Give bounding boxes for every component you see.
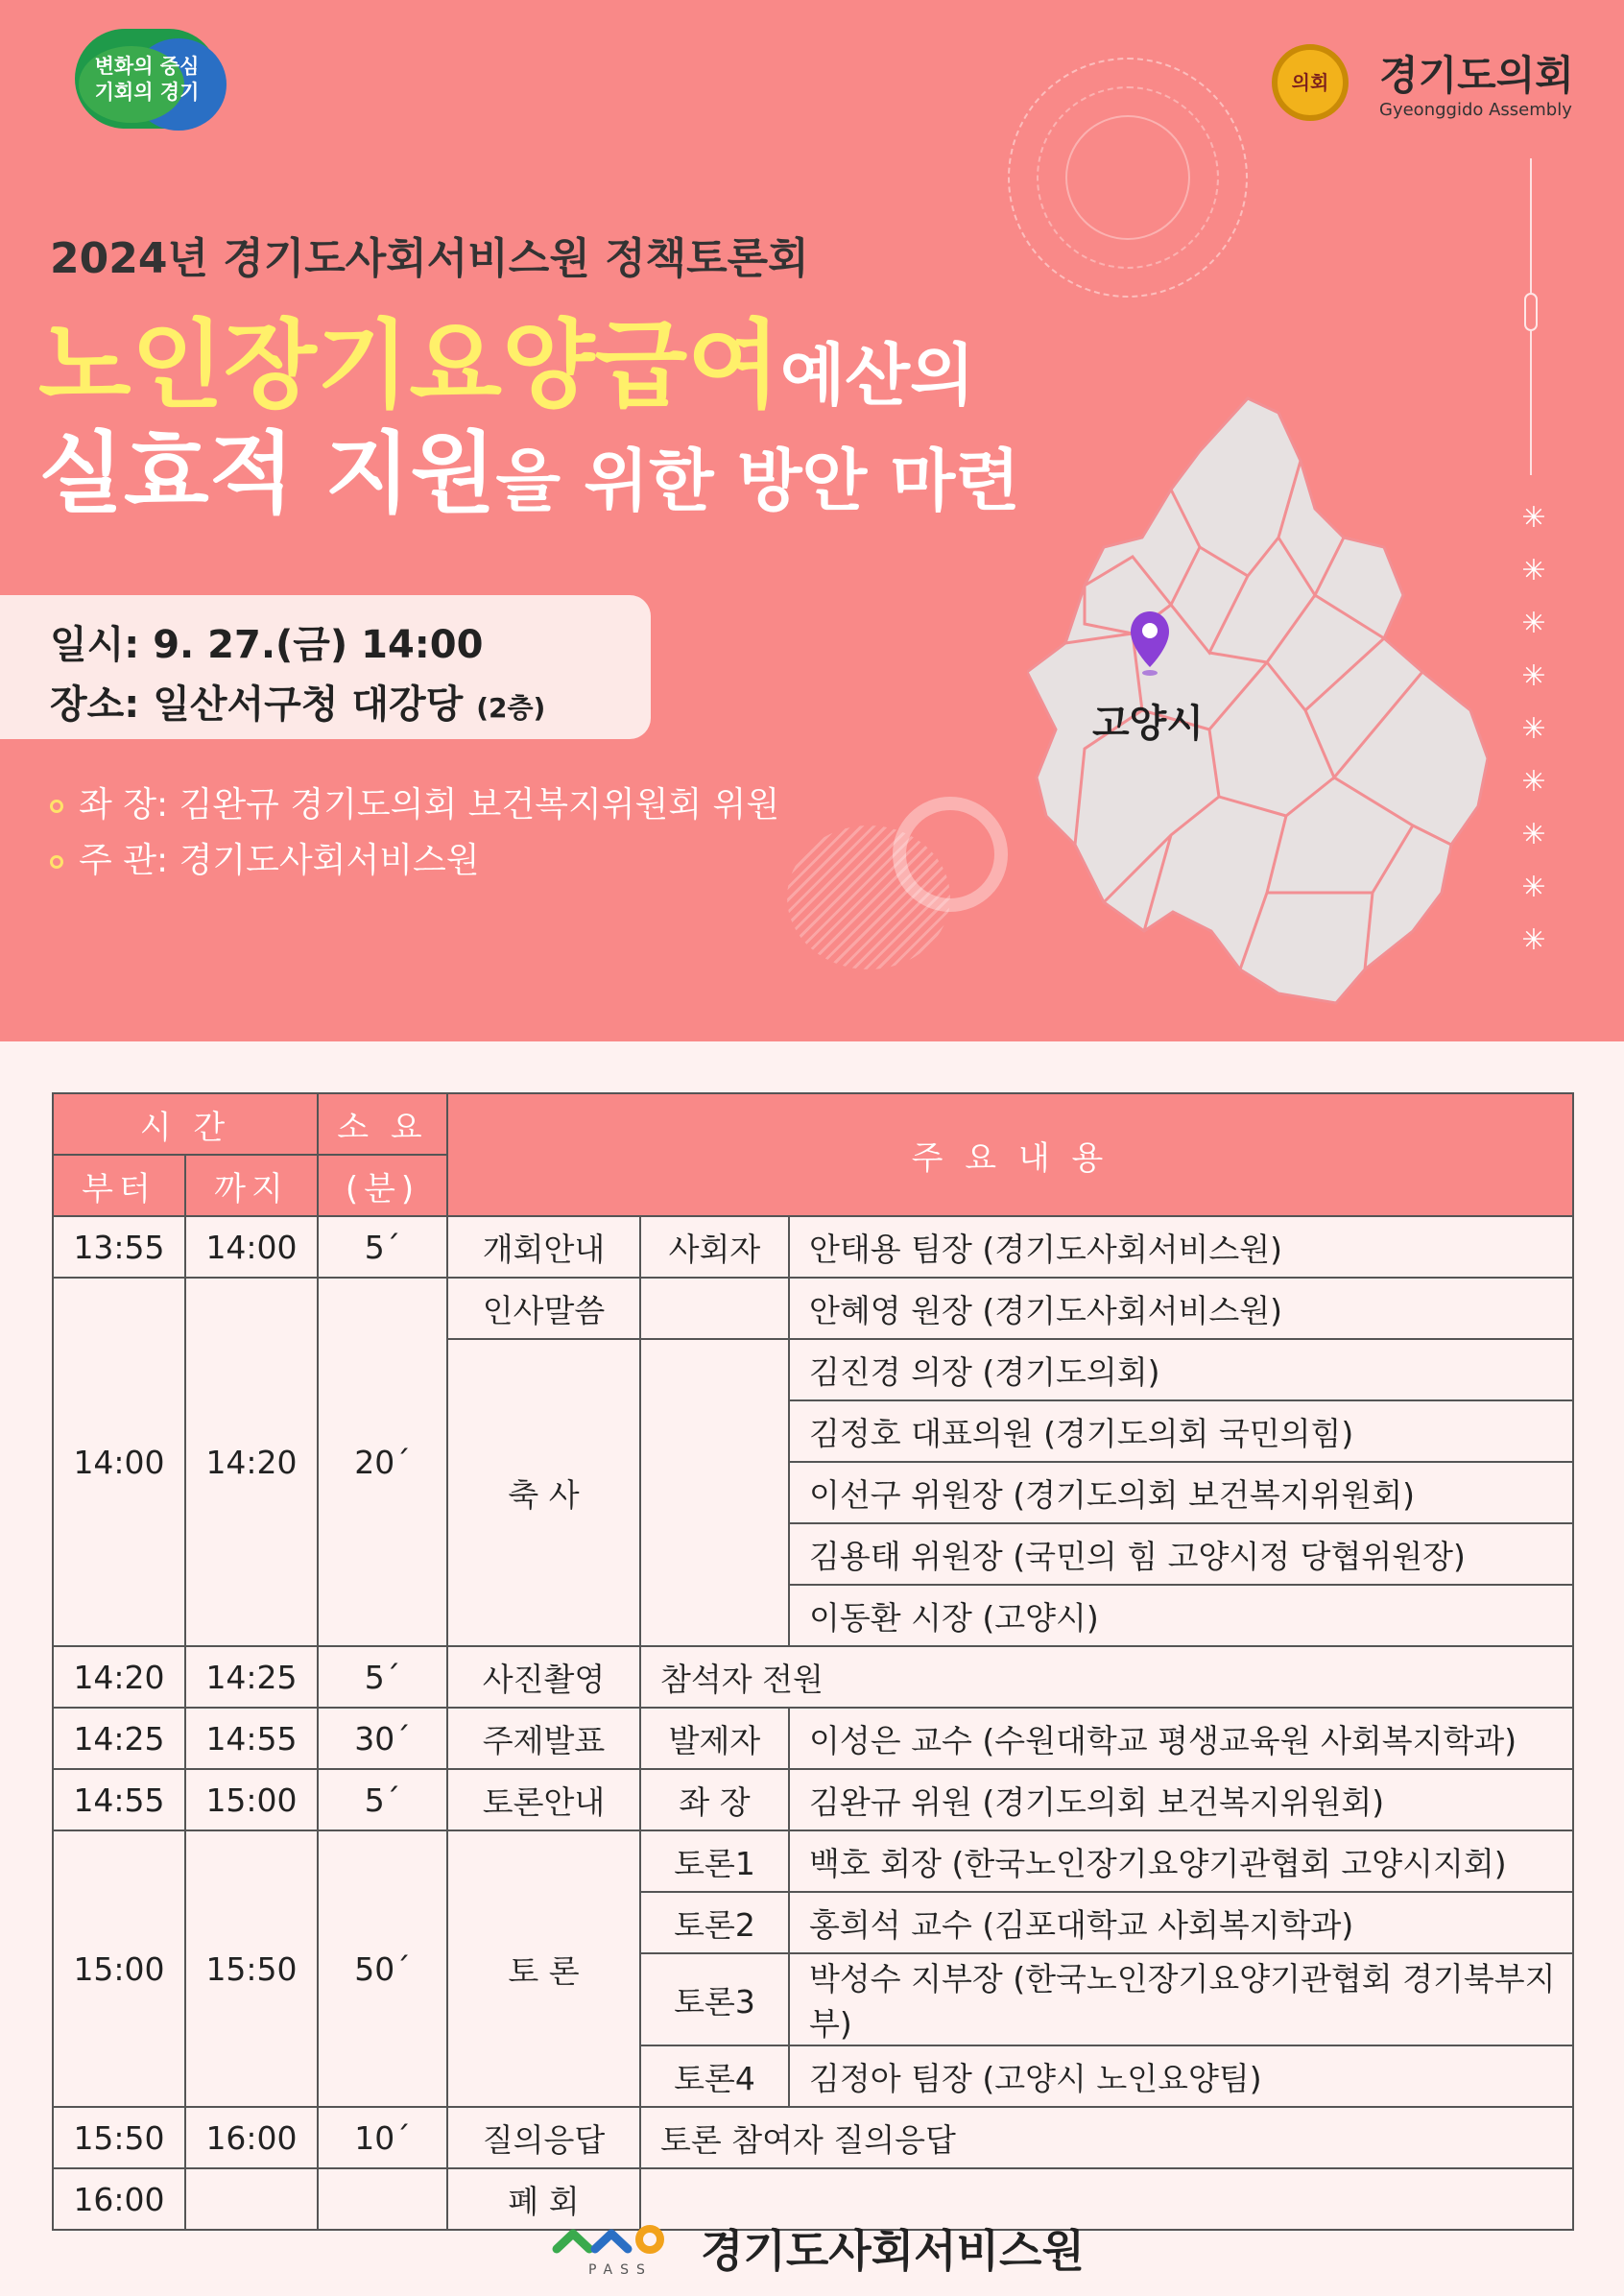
schedule-table xyxy=(52,1092,1574,2231)
seal-text: 의회 xyxy=(1291,71,1329,94)
header-from: 부터 xyxy=(53,1155,185,1216)
duration: 50´ xyxy=(318,1830,447,2107)
time-to: 16:00 xyxy=(185,2107,318,2168)
gyeonggi-slogan-badge xyxy=(75,29,219,129)
content: 홍희석 교수 (김포대학교 사회복지학과) xyxy=(789,1892,1573,1953)
time-from: 14:00 xyxy=(53,1278,185,1646)
content: 토론 참여자 질의응답 xyxy=(640,2107,1573,2168)
event-place xyxy=(50,674,545,729)
map-city-label: 고양시 xyxy=(1092,702,1204,746)
header-duration-unit: (분) xyxy=(318,1155,447,1216)
duration xyxy=(318,2168,447,2230)
event-subtitle: 2024년 경기도사회서비스원 정책토론회 xyxy=(50,234,809,283)
bullet-icon xyxy=(50,855,63,869)
content: 김정아 팀장 (고양시 노인요양팀) xyxy=(789,2045,1573,2107)
time-from: 15:00 xyxy=(53,1830,185,2107)
content: 안태용 팀장 (경기도사회서비스원) xyxy=(789,1216,1573,1278)
chair-text: 좌 장: 김완규 경기도의회 보건복지위원회 위원 xyxy=(79,785,780,825)
role: 토론3 xyxy=(640,1953,789,2045)
content: 백호 회장 (한국노인장기요양기관협회 고양시지회) xyxy=(789,1830,1573,1892)
decorative-line xyxy=(1530,331,1532,475)
badge-line-1: 변화의 중심 xyxy=(94,55,200,78)
assembly-name: 경기도의회 xyxy=(1379,52,1574,99)
decorative-line xyxy=(1530,158,1532,293)
content: 안혜영 원장 (경기도사회서비스원) xyxy=(789,1278,1573,1339)
content: 이동환 시장 (고양시) xyxy=(789,1585,1573,1646)
table-row xyxy=(53,1278,1573,1339)
event-place-floor: (2층) xyxy=(476,692,546,724)
duration: 5´ xyxy=(318,1216,447,1278)
time-from: 14:55 xyxy=(53,1769,185,1830)
content: 박성수 지부장 (한국노인장기요양기관협회 경기북부지부) xyxy=(789,1953,1573,2045)
header-to: 까지 xyxy=(185,1155,318,1216)
badge-line-2: 기회의 경기 xyxy=(94,81,200,104)
header-content: 주 요 내 용 xyxy=(447,1093,1573,1216)
header-time: 시 간 xyxy=(53,1093,318,1155)
headline-highlight: 노인장기요양급여 xyxy=(38,309,780,421)
event-place-name: 장소: 일산서구청 대강당 xyxy=(50,682,464,727)
decorative-ring xyxy=(893,797,1008,912)
header-duration: 소 요 xyxy=(318,1093,447,1155)
content: 이성은 교수 (수원대학교 평생교육원 사회복지학과) xyxy=(789,1708,1573,1769)
headline-line-2 xyxy=(38,403,1020,530)
time-from: 15:50 xyxy=(53,2107,185,2168)
time-to: 14:55 xyxy=(185,1708,318,1769)
program-item: 토론안내 xyxy=(447,1769,640,1830)
headline-text: 을 위한 방안 마련 xyxy=(495,442,1020,520)
role: 토론1 xyxy=(640,1830,789,1892)
time-to: 14:00 xyxy=(185,1216,318,1278)
logo-caption: PASS xyxy=(588,2262,653,2278)
location-pin-icon xyxy=(1129,610,1171,677)
program-item: 주제발표 xyxy=(447,1708,640,1769)
table-row xyxy=(53,1708,1573,1769)
duration: 10´ xyxy=(318,2107,447,2168)
footer-logo xyxy=(552,2212,1089,2280)
table-row xyxy=(53,1646,1573,1708)
content: 김완규 위원 (경기도의회 보건복지위원회) xyxy=(789,1769,1573,1830)
content: 김용태 위원장 (국민의 힘 고양시정 당협위원장) xyxy=(789,1523,1573,1585)
role: 발제자 xyxy=(640,1708,789,1769)
assembly-logo xyxy=(1272,36,1579,132)
role: 토론4 xyxy=(640,2045,789,2107)
time-from: 14:25 xyxy=(53,1708,185,1769)
program-item: 축 사 xyxy=(447,1339,640,1646)
content: 참석자 전원 xyxy=(640,1646,1573,1708)
program-item: 질의응답 xyxy=(447,2107,640,2168)
time-to: 15:50 xyxy=(185,1830,318,2107)
headline-emphasis: 실효적 지원 xyxy=(38,422,496,525)
chair-info xyxy=(50,777,779,826)
program-item: 폐 회 xyxy=(447,2168,640,2230)
duration: 5´ xyxy=(318,1769,447,1830)
assembly-english-name: Gyeonggido Assembly xyxy=(1379,100,1572,120)
org-name: 경기도사회서비스원 xyxy=(701,2225,1085,2277)
badge-text xyxy=(75,54,219,106)
time-from: 16:00 xyxy=(53,2168,185,2230)
content: 이선구 위원장 (경기도의회 보건복지위원회) xyxy=(789,1462,1573,1523)
role: 좌 장 xyxy=(640,1769,789,1830)
decorative-stars: ✳ ✳ ✳ ✳ ✳ ✳ ✳ ✳ ✳ xyxy=(1521,501,1546,957)
host-info xyxy=(50,833,480,882)
program-item: 토 론 xyxy=(447,1830,640,2107)
table-header-row xyxy=(53,1093,1573,1155)
table-row xyxy=(53,1216,1573,1278)
decorative-ornament xyxy=(1524,293,1538,331)
duration: 30´ xyxy=(318,1708,447,1769)
headline-text: 예산의 xyxy=(779,336,975,415)
duration: 20´ xyxy=(318,1278,447,1646)
event-date: 일시: 9. 27.(금) 14:00 xyxy=(50,623,484,667)
program-item: 인사말씀 xyxy=(447,1278,640,1339)
time-to xyxy=(185,2168,318,2230)
host-text: 주 관: 경기도사회서비스원 xyxy=(79,841,480,880)
date-place-box xyxy=(0,595,651,739)
bullet-icon xyxy=(50,800,63,813)
content: 김정호 대표의원 (경기도의회 국민의힘) xyxy=(789,1400,1573,1462)
program-item: 사진촬영 xyxy=(447,1646,640,1708)
time-to: 14:20 xyxy=(185,1278,318,1646)
role xyxy=(640,1339,789,1646)
time-to: 14:25 xyxy=(185,1646,318,1708)
content: 김진경 의장 (경기도의회) xyxy=(789,1339,1573,1400)
duration: 5´ xyxy=(318,1646,447,1708)
table-row xyxy=(53,1830,1573,1892)
role: 토론2 xyxy=(640,1892,789,1953)
hero-banner xyxy=(0,0,1624,1041)
role: 사회자 xyxy=(640,1216,789,1278)
program-item: 개회안내 xyxy=(447,1216,640,1278)
table-row xyxy=(53,2107,1573,2168)
table-row xyxy=(53,1769,1573,1830)
decorative-ring xyxy=(1065,115,1190,240)
role xyxy=(640,1278,789,1339)
time-to: 15:00 xyxy=(185,1769,318,1830)
time-from: 13:55 xyxy=(53,1216,185,1278)
time-from: 14:20 xyxy=(53,1646,185,1708)
assembly-seal-icon xyxy=(1272,44,1349,121)
